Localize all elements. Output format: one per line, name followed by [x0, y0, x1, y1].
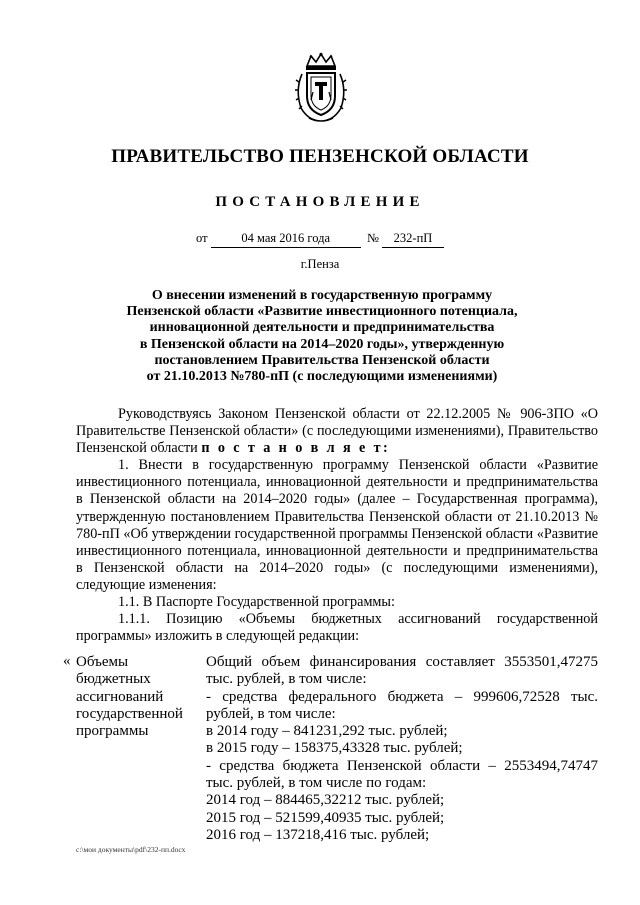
value-line: 2014 год – 884465,32212 тыс. рублей; [206, 792, 445, 809]
city: г.Пенза [300, 257, 340, 271]
value-line: Общий объем финансирования составляет 3553501,47275 тыс. рублей, в том числе: [206, 654, 598, 688]
subject-line: постановлением Правительства Пензенской области [154, 352, 490, 368]
paragraph-1: 1. Внести в государственную программу Пензенской области «Развитие инвестиционного потенциала, инновационной деятельности и предпринимательства в Пензенской области на 2014–2020 годы» (далее – Государственная программа), утвержденную постановлением Правительства Пензенской области от 21.10.2013 № 780-пП «Об утверждении государственной программы Пензенской области «Развитие инвестиционного потенциала, инновационной деятельности и предпринимательства в Пензенской области на 2014–2020 годы» (с последующими изменениями), следующие изменения: [76, 457, 598, 593]
number-prefix: № [366, 231, 379, 245]
preamble-paragraph [76, 406, 598, 457]
opening-quote: « [63, 653, 71, 669]
decree-subject [80, 288, 564, 385]
decree-body [76, 406, 598, 645]
file-path-footer: c:\мои документы\pdf\232-пп.docx [76, 845, 186, 854]
paragraph-1-1: 1.1. В Паспорте Государственной программы: [118, 594, 395, 611]
subject-line: в Пензенской области на 2014–2020 годы», утвержденную [139, 336, 505, 352]
value-line: в 2014 году – 841231,292 тыс. рублей; [206, 723, 448, 740]
date-number-line [0, 231, 640, 248]
value-line: в 2015 году – 158375,43328 тыс. рублей; [206, 740, 463, 757]
table-label-cell [76, 654, 206, 740]
government-title: ПРАВИТЕЛЬСТВО ПЕНЗЕНСКОЙ ОБЛАСТИ [111, 146, 529, 167]
label-line: Объемы [76, 654, 129, 670]
date-prefix: от [196, 231, 208, 245]
value-line: 2015 год – 521599,40935 тыс. рублей; [206, 809, 445, 826]
label-line: программы [76, 723, 149, 740]
subject-line: инновационной деятельности и предпринимательства [149, 320, 495, 336]
penza-coat-of-arms-icon [293, 52, 349, 124]
subject-line: Пензенской области «Развитие инвестиционного потенциала, [126, 304, 518, 320]
label-line: государственной [76, 705, 183, 722]
paragraph-1-1-1: 1.1.1. Позицию «Объемы бюджетных ассигнований государственной программы» изложить в следующей редакции: [76, 611, 598, 645]
document-type: ПОСТАНОВЛЕНИЕ [215, 194, 425, 210]
subject-line: от 21.10.2013 №780-пП (с последующими изменениями) [146, 369, 498, 385]
value-line: - средства федерального бюджета – 999606,72528 тыс. рублей, в том числе: [206, 688, 598, 722]
label-line: ассигнований [76, 688, 164, 705]
decrees-word: п о с т а н о в л я е т: [201, 440, 391, 457]
value-line: 2016 год – 137218,416 тыс. рублей; [206, 826, 430, 843]
preamble-text: Руководствуясь Законом Пензенской области от 22.12.2005 № 906-ЗПО «О Правительстве Пензенской области» (с последующими изменениями), Правительство Пензенской области [76, 406, 598, 457]
document-date: 04 мая 2016 года [211, 231, 361, 248]
table-value-cell [206, 654, 598, 844]
label-line: бюджетных [76, 671, 151, 688]
document-number: 232-пП [382, 231, 444, 248]
subject-line: О внесении изменений в государственную программу [151, 288, 493, 303]
value-line: - средства бюджета Пензенской области – 2553494,74747 тыс. рублей, в том числе по годам: [206, 757, 598, 792]
